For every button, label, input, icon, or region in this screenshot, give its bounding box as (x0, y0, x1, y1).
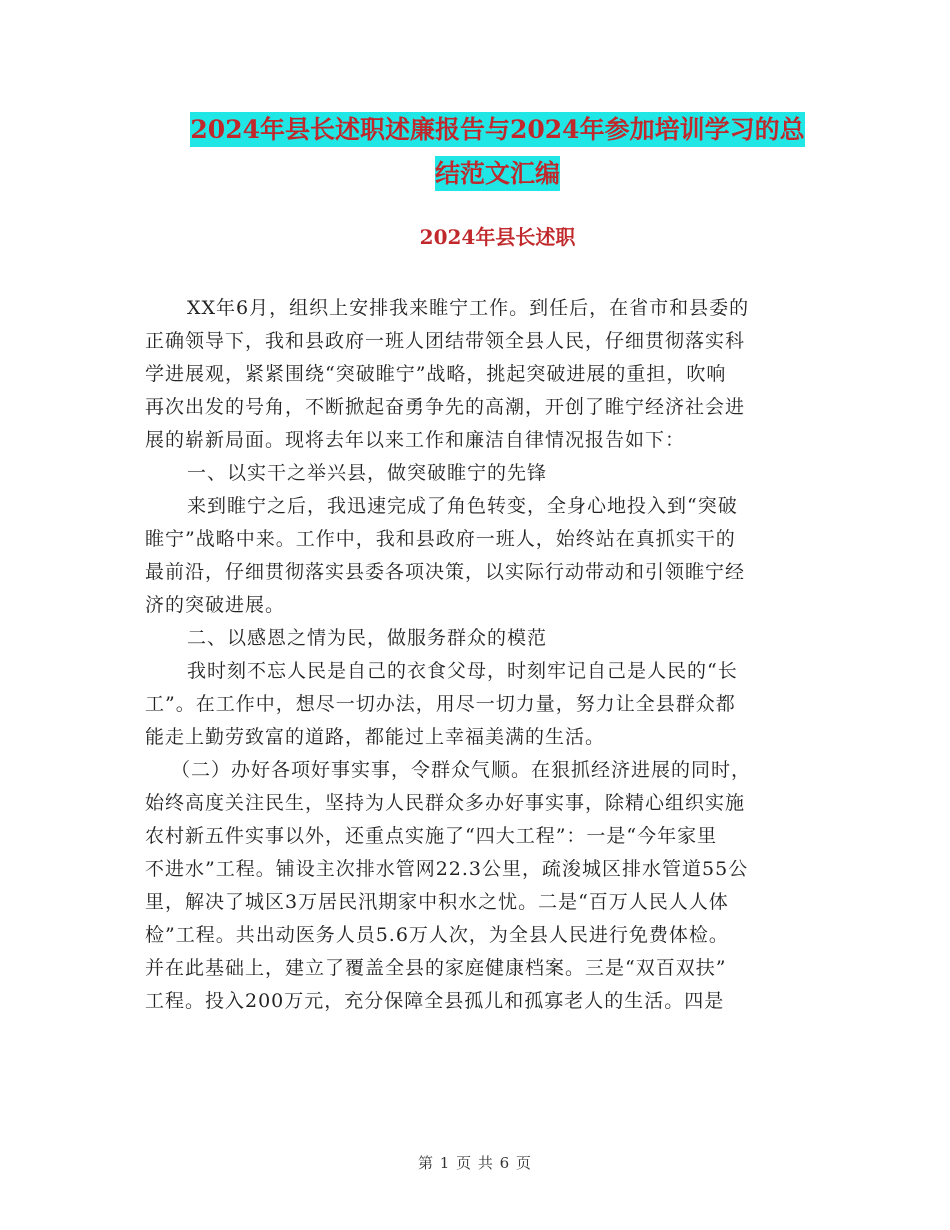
subheading-line: 二、以感恩之情为民，做服务群众的模范 (187, 627, 548, 649)
paragraph-line: 工”。在工作中，想尽一切办法，用尽一切力量，努力让全县群众都 (145, 693, 736, 715)
paragraph-line: 再次出发的号角，不断掀起奋勇争先的高潮，开创了睢宁经济社会进 (145, 396, 746, 418)
paragraph-line: 并在此基础上，建立了覆盖全县的家庭健康档案。三是“双百双扶” (145, 957, 727, 979)
document-title-line-1 (140, 114, 855, 146)
paragraph-line: 最前沿，仔细贯彻落实县委各项决策，以实际行动带动和引领睢宁经 (145, 561, 746, 583)
paragraph-line: 农村新五件实事以外，还重点实施了“四大工程”：一是“今年家里 (145, 825, 718, 847)
paragraph-line: 学进展观，紧紧围绕“突破睢宁”战略，挑起突破进展的重担，吹响 (145, 363, 727, 385)
paragraph-line: 始终高度关注民生，坚持为人民群众多办好事实事，除精心组织实施 (145, 792, 746, 814)
paragraph-line: 展的崭新局面。现将去年以来工作和廉洁自律情况报告如下： (145, 429, 686, 451)
body-text (145, 292, 810, 1018)
paragraph-line: 里，解决了城区3万居民汛期家中积水之忧。二是“百万人民人人体 (145, 891, 729, 913)
paragraph-line: XX年6月，组织上安排我来睢宁工作。到任后，在省市和县委的 (187, 297, 750, 319)
paragraph-line: 检”工程。共出动医务人员5.6万人次，为全县人民进行免费体检。 (145, 924, 729, 946)
paragraph-line: 能走上勤劳致富的道路，都能过上幸福美满的生活。 (145, 726, 606, 748)
paragraph-line: 济的突破进展。 (145, 594, 286, 616)
page-number-footer: 第 1 页 共 6 页 (418, 1154, 532, 1172)
paragraph-line: 睢宁”战略中来。工作中，我和县政府一班人，始终站在真抓实干的 (145, 528, 736, 550)
paragraph-line: 来到睢宁之后，我迅速完成了角色转变，全身心地投入到“突破 (187, 495, 738, 517)
paragraph-line: 工程。投入200万元，充分保障全县孤儿和孤寡老人的生活。四是 (145, 990, 725, 1012)
paragraph-line: 正确领导下，我和县政府一班人团结带领全县人民，仔细贯彻落实科 (145, 330, 746, 352)
section-title: 2024年县长述职 (419, 225, 576, 249)
title-highlight: 结范文汇编 (435, 156, 560, 191)
document-title-line-2 (140, 158, 855, 190)
paragraph-line: 不进水”工程。铺设主次排水管网22.3公里，疏浚城区排水管道55公 (145, 858, 749, 880)
paragraph-line: （二）办好各项好事实事，令群众气顺。在狠抓经济进展的同时， (171, 759, 752, 781)
title-highlight: 2024年县长述职述廉报告与2024年参加培训学习的总 (190, 112, 804, 147)
subheading-line: 一、以实干之举兴县，做突破睢宁的先锋 (187, 462, 548, 484)
paragraph-line: 我时刻不忘人民是自己的衣食父母，时刻牢记自己是人民的“长 (187, 660, 738, 682)
